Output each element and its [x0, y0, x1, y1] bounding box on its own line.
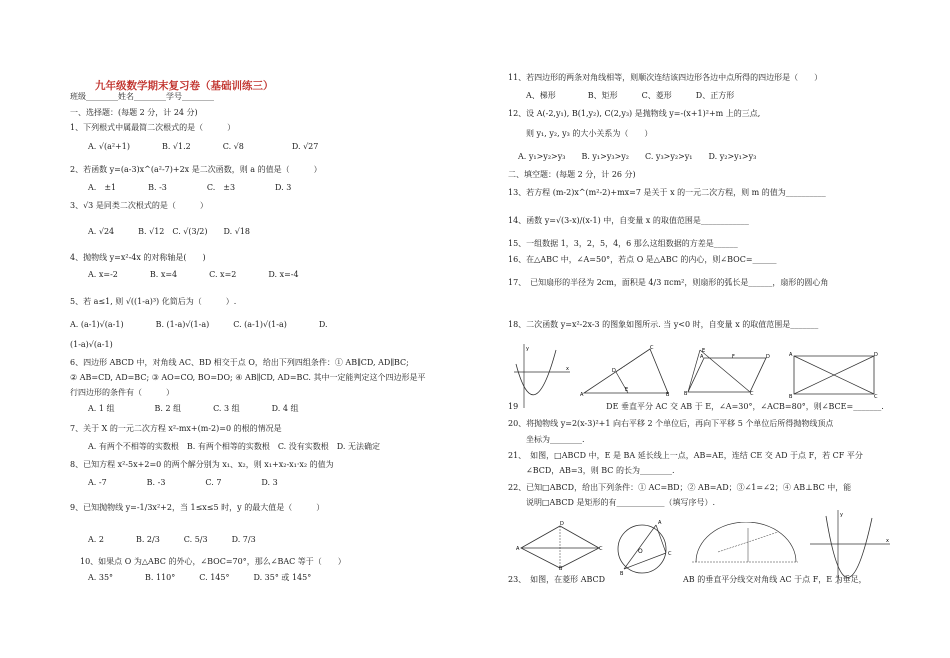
question-line: 坐标为________.: [526, 435, 585, 444]
triangle-figure-19: [580, 345, 672, 397]
svg-text:B: B: [789, 394, 793, 398]
circle-figure: [608, 515, 680, 577]
question-line: 11、若四边形的两条对角线相等，则顺次连结该四边形各边中点所得的四边形是（ ）: [508, 73, 823, 82]
question-line: 21、 如图，□ABCD 中，E 是 BA 延长线上一点，AB=AE，连结 CE 交 AD 于点 F，若 CF 平分: [508, 451, 863, 460]
page-title: 九年级数学期末复习卷（基础训练三）: [95, 80, 274, 92]
question-line: 则 y₁, y₂, y₃ 的大小关系为（ ）: [526, 129, 653, 138]
question-line: A. x=-2 B. x=4 C. x=2 D. x=-4: [88, 270, 299, 279]
question-line: 18、二次函数 y=x²-2x-3 的图象如图所示. 当 y<0 时，自变量 x 的取值范围是_______: [508, 320, 819, 329]
question-line: 1、下列根式中属最简二次根式的是（ ）: [70, 123, 236, 132]
svg-text:y: y: [526, 346, 529, 352]
question-line: 6、四边形 ABCD 中，对角线 AC、BD 相交于点 O，给出下列四组条件：① AB∥CD, AD∥BC;: [70, 358, 409, 367]
svg-text:D: D: [612, 368, 616, 374]
question-line: 一、选择题：(每题 2 分，计 24 分): [70, 108, 198, 117]
question-line: 15、一组数据 1，3，2，5，4，6 那么这组数据的方差是______: [508, 239, 738, 248]
svg-text:B: B: [684, 391, 688, 396]
question-line: 2、若函数 y=(a-3)x^(a²-7)+2x 是二次函数，则 a 的值是（ ）: [70, 165, 322, 174]
question-line: 7、关于 X 的一元二次方程 x²-mx+(m-2)=0 的根的情况是: [70, 424, 282, 433]
question-line: A. (a-1)√(a-1) B. (1-a)√(1-a) C. (a-1)√(1-a) D.: [70, 320, 328, 329]
svg-text:C: C: [750, 391, 754, 396]
parabola-figure-2: [808, 508, 892, 586]
question-line: A. 35° B. 110° C. 145° D. 35° 或 145°: [88, 573, 312, 582]
question-line: 9、已知抛物线 y=-1/3x²+2，当 1≤x≤5 时，y 的最大值是（ ）: [70, 503, 325, 512]
question-line: 说明□ABCD 是矩形的有____________（填写序号）.: [526, 498, 715, 507]
student-info-line: 班级________姓名________学号________: [70, 92, 214, 101]
svg-text:D: D: [766, 354, 770, 360]
question-line: 19 DE 垂直平分 AC 交 AB 于 E，∠A=30°，∠ACB=80°，则∠BCE=_______.: [508, 402, 884, 411]
question-line: 16、在△ABC 中，∠A=50°，若点 O 是△ABC 的内心，则∠BOC=______: [508, 255, 777, 264]
question-line: 4、抛物线 y=x²-4x 的对称轴是( ): [70, 253, 206, 262]
svg-text:D: D: [560, 521, 564, 527]
question-line: ② AB=CD, AD=BC; ③ AO=CO, BO=DO; ④ AB∥CD, AD=BC. 其中一定能判定这个四边形是平: [70, 373, 426, 382]
svg-text:y: y: [840, 512, 843, 518]
question-line: A. √24 B. √12 C. √(3/2) D. √18: [88, 227, 251, 236]
question-line: ∠BCD，AB=3，则 BC 的长为________.: [526, 466, 675, 475]
svg-text:C: C: [874, 394, 878, 398]
svg-text:C: C: [599, 546, 603, 552]
question-line: 23、 如图，在菱形 ABCD: [508, 575, 606, 584]
svg-text:B: B: [666, 392, 670, 397]
semicircle-figure: [688, 522, 802, 570]
svg-text:A: A: [789, 352, 793, 358]
parallelogram-figure-21: [680, 348, 772, 396]
question-line: 行四边形的条件有（ ）: [70, 388, 174, 397]
question-line: 14、函数 y=√(3-x)/(x-1) 中，自变量 x 的取值范围是____________: [508, 216, 749, 225]
question-line: A. -7 B. -3 C. 7 D. 3: [88, 478, 278, 487]
svg-text:O: O: [638, 548, 643, 555]
question-line: A. √(a²+1) B. √1.2 C. √8 D. √27: [88, 142, 319, 151]
question-line: 8、已知方程 x²-5x+2=0 的两个解分别为 x₁、x₂，则 x₁+x₂-x₁·x₂ 的值为: [70, 460, 334, 469]
svg-text:B: B: [620, 571, 624, 577]
question-line: 3、√3 是同类二次根式的是（ ）: [70, 201, 208, 210]
question-line: A. y₁>y₂>y₃ B. y₁>y₃>y₂ C. y₃>y₂>y₁ D. y₂>y₁>y₃: [518, 152, 757, 161]
rectangle-figure-22: [788, 350, 880, 398]
question-line: 二、填空题：(每题 2 分，计 26 分): [508, 170, 636, 179]
svg-text:A: A: [658, 520, 662, 526]
svg-text:A: A: [580, 392, 584, 397]
question-line: 13、若方程 (m-2)x^(m²-2)+mx=7 是关于 x 的一元二次方程，则 m 的值为__________: [508, 188, 826, 197]
question-line: A. 1 组 B. 2 组 C. 3 组 D. 4 组: [88, 404, 299, 413]
question-line: A. 2 B. 2/3 C. 5/3 D. 7/3: [88, 535, 256, 544]
question-line: 17、 已知扇形的半径为 2cm，面积是 4/3 πcm²，则扇形的弧长是______，扇形的圆心角: [508, 278, 829, 287]
svg-text:C: C: [650, 345, 654, 351]
question-line: 22、已知□ABCD，给出下列条件：① AC=BD；② AB=AD；③∠1=∠2；④ AB⊥BC 中，能: [508, 483, 852, 492]
question-line: A. ±1 B. -3 C. ±3 D. 3: [88, 183, 292, 192]
svg-text:E: E: [702, 348, 706, 354]
parabola-figure-18: [512, 342, 572, 410]
rhombus-figure-23: [515, 520, 605, 570]
question-line: 20、将抛物线 y=2(x-3)²+1 向右平移 2 个单位后，再向下平移 5 个单位后所得抛物线顶点: [508, 419, 834, 428]
svg-text:E: E: [625, 387, 629, 393]
question-line: 5、若 a≤1, 则 √((1-a)³) 化简后为（ ）.: [70, 297, 237, 306]
svg-text:C: C: [668, 551, 672, 557]
question-line: A. 有两个不相等的实数根 B. 有两个相等的实数根 C. 没有实数根 D. 无法确定: [88, 442, 380, 451]
question-line: A、梯形 B、矩形 C、菱形 D、正方形: [526, 91, 735, 100]
svg-text:F: F: [732, 354, 735, 360]
question-line: AB 的垂直平分线交对角线 AC 于点 F，E 为垂足，: [683, 575, 867, 584]
question-line: (1-a)√(a-1): [70, 340, 113, 349]
svg-text:x: x: [886, 538, 889, 544]
svg-text:A: A: [700, 354, 704, 360]
svg-text:x: x: [566, 366, 569, 372]
svg-text:A: A: [516, 546, 520, 552]
svg-text:D: D: [874, 352, 878, 358]
svg-text:B: B: [559, 566, 563, 570]
question-line: 10、如果点 O 为△ABC 的外心，∠BOC=70°，那么∠BAC 等于（ ）: [80, 557, 346, 566]
question-line: 12、设 A(-2,y₁), B(1,y₂), C(2,y₃) 是抛物线 y=-(x+1)²+m 上的三点,: [508, 109, 761, 118]
